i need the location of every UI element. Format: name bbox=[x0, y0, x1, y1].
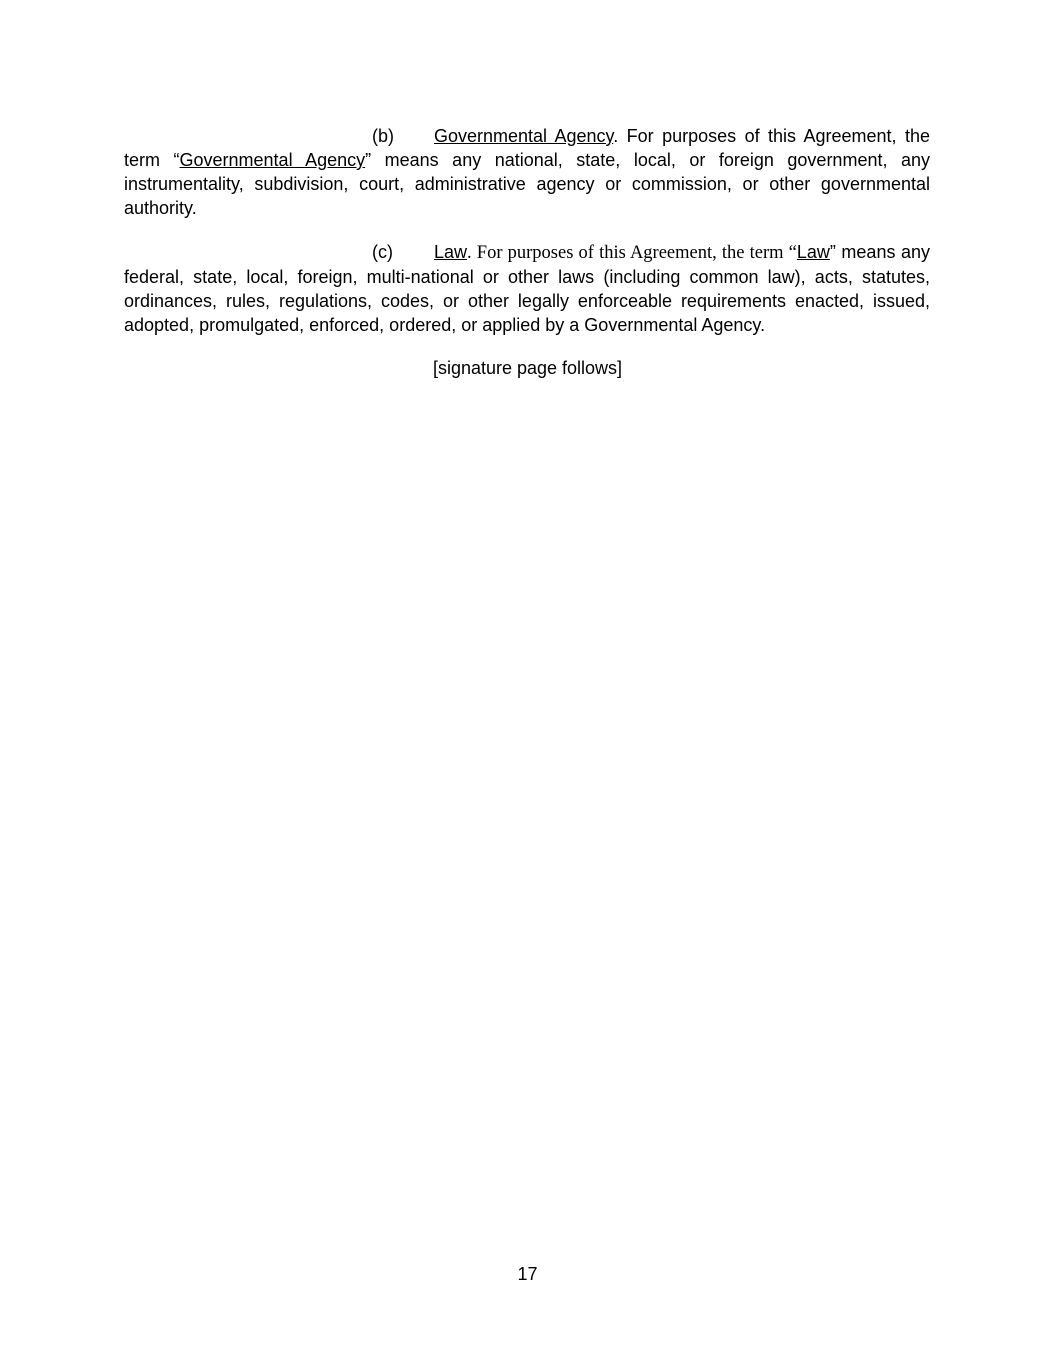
section-c-label: (c) bbox=[372, 242, 393, 262]
signature-page-note: [signature page follows] bbox=[432, 358, 623, 378]
section-b-body: ” means any national, state, local, or foreign government, any instrumentality, subdivision, court, administrative agency or commission, or other governmental authority. bbox=[124, 150, 930, 218]
section-b-paragraph bbox=[124, 124, 930, 220]
section-b-defined-term: Governmental Agency bbox=[179, 150, 366, 170]
section-c-intro: . For purposes of this Agreement, the term “ bbox=[467, 243, 797, 263]
section-c-heading: Law bbox=[434, 242, 468, 262]
section-c-defined-term: Law bbox=[796, 242, 830, 262]
section-b-intro: . For purposes of this Agreement, the term “ bbox=[124, 126, 931, 170]
section-b-label: (b) bbox=[372, 126, 394, 146]
page-number: 17 bbox=[517, 1264, 538, 1284]
section-b-heading: Governmental Agency bbox=[434, 126, 614, 146]
section-c-paragraph bbox=[124, 240, 930, 337]
section-c-body: ” means any federal, state, local, foreign, multi-national or other laws (including common law), acts, statutes, ordinances, rules, regulations, codes, or other legally enforceable requirements enacted, issued, adopted, promulgated, enforced, ordered, or applied by a Governmental Agency. bbox=[124, 242, 930, 335]
